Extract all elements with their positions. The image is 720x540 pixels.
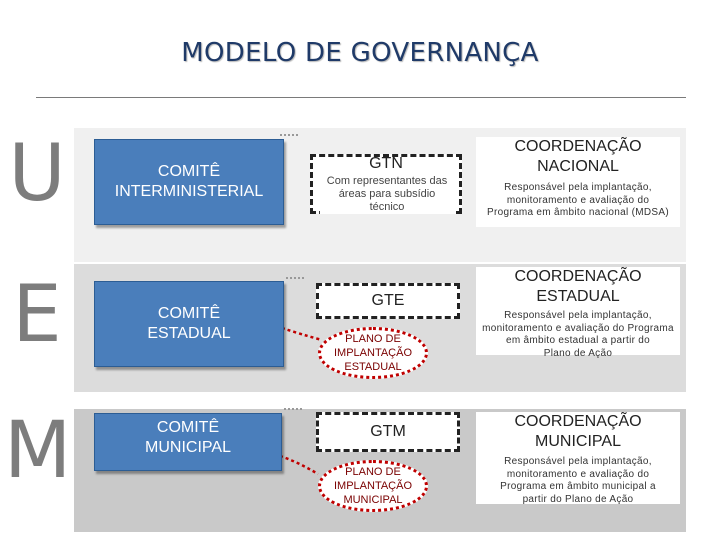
band-tick [280,134,298,137]
plan-label-line: IMPLANTAÇÃO [333,480,413,492]
coord-municipal [476,412,680,504]
coord-desc-line: monitoramento e avaliação do [506,194,650,206]
committee-label-line: INTERMINISTERIAL [114,183,264,200]
plan-municipal [318,460,428,512]
group-gtn-description [320,175,454,214]
coord-desc-line: Responsável pela implantação, [504,456,652,467]
group-label: GTM [370,423,406,440]
coord-title-line: COORDENAÇÃO [514,413,642,430]
group-label: GTN [369,155,403,172]
plan-label-line: IMPLANTAÇÃO [333,347,413,359]
coord-desc [476,456,680,506]
group-gte [316,283,460,319]
plan-label-line: MUNICIPAL [343,494,403,506]
coord-desc [476,310,680,360]
committee-label-line: MUNICIPAL [145,439,231,456]
plan-label-line: ESTADUAL [344,361,402,373]
plan-label-line: PLANO DE [345,466,401,478]
committee-interministerial [94,139,284,225]
coord-title-line: ESTADUAL [536,288,620,305]
level-letter-e: E [12,270,62,360]
group-desc-line: técnico [369,201,405,213]
coord-title-line: COORDENAÇÃO [514,268,642,285]
coord-title-line: NACIONAL [537,158,619,175]
plan-label-line: PLANO DE [345,333,401,345]
group-desc-line: Com representantes das [326,175,448,187]
group-label: GTE [371,292,405,309]
band-tick [284,408,302,411]
coord-desc-line: partir do Plano de Ação [522,493,634,505]
coord-desc-line: Programa em âmbito nacional (MDSA) [487,207,669,218]
title-divider [36,97,686,98]
band-tick [286,277,304,280]
level-letter-u: U [8,129,66,219]
group-desc-line: áreas para subsídio [338,188,436,200]
committee-label-line: COMITÊ [157,163,221,180]
group-gtm [316,412,460,452]
committee-state [94,281,284,367]
coord-desc-line: Responsável pela implantação, [504,182,652,193]
plan-state [318,327,428,379]
committee-label-line: COMITÊ [156,419,220,436]
committee-label-line: ESTADUAL [147,325,231,342]
committee-label-line: COMITÊ [157,305,221,322]
coord-desc-line: Programa em âmbito municipal a [500,481,656,492]
coord-title-line: COORDENAÇÃO [514,138,642,155]
coord-state [476,267,680,359]
level-letter-m: M [4,406,72,496]
coord-national [476,137,680,227]
coord-title-line: MUNICIPAL [535,433,621,450]
coord-desc-line: monitoramento e avaliação do [506,468,650,480]
coord-desc-line: monitoramento e avaliação do Programa [482,322,674,334]
coord-desc-line: em âmbito estadual a partir do [505,335,651,346]
committee-municipal [94,413,282,471]
coord-desc-line: Plano de Ação [543,347,613,359]
page-title: MODELO DE GOVERNANÇA [181,38,539,68]
coord-desc [476,182,680,220]
coord-desc-line: Responsável pela implantação, [504,310,652,321]
